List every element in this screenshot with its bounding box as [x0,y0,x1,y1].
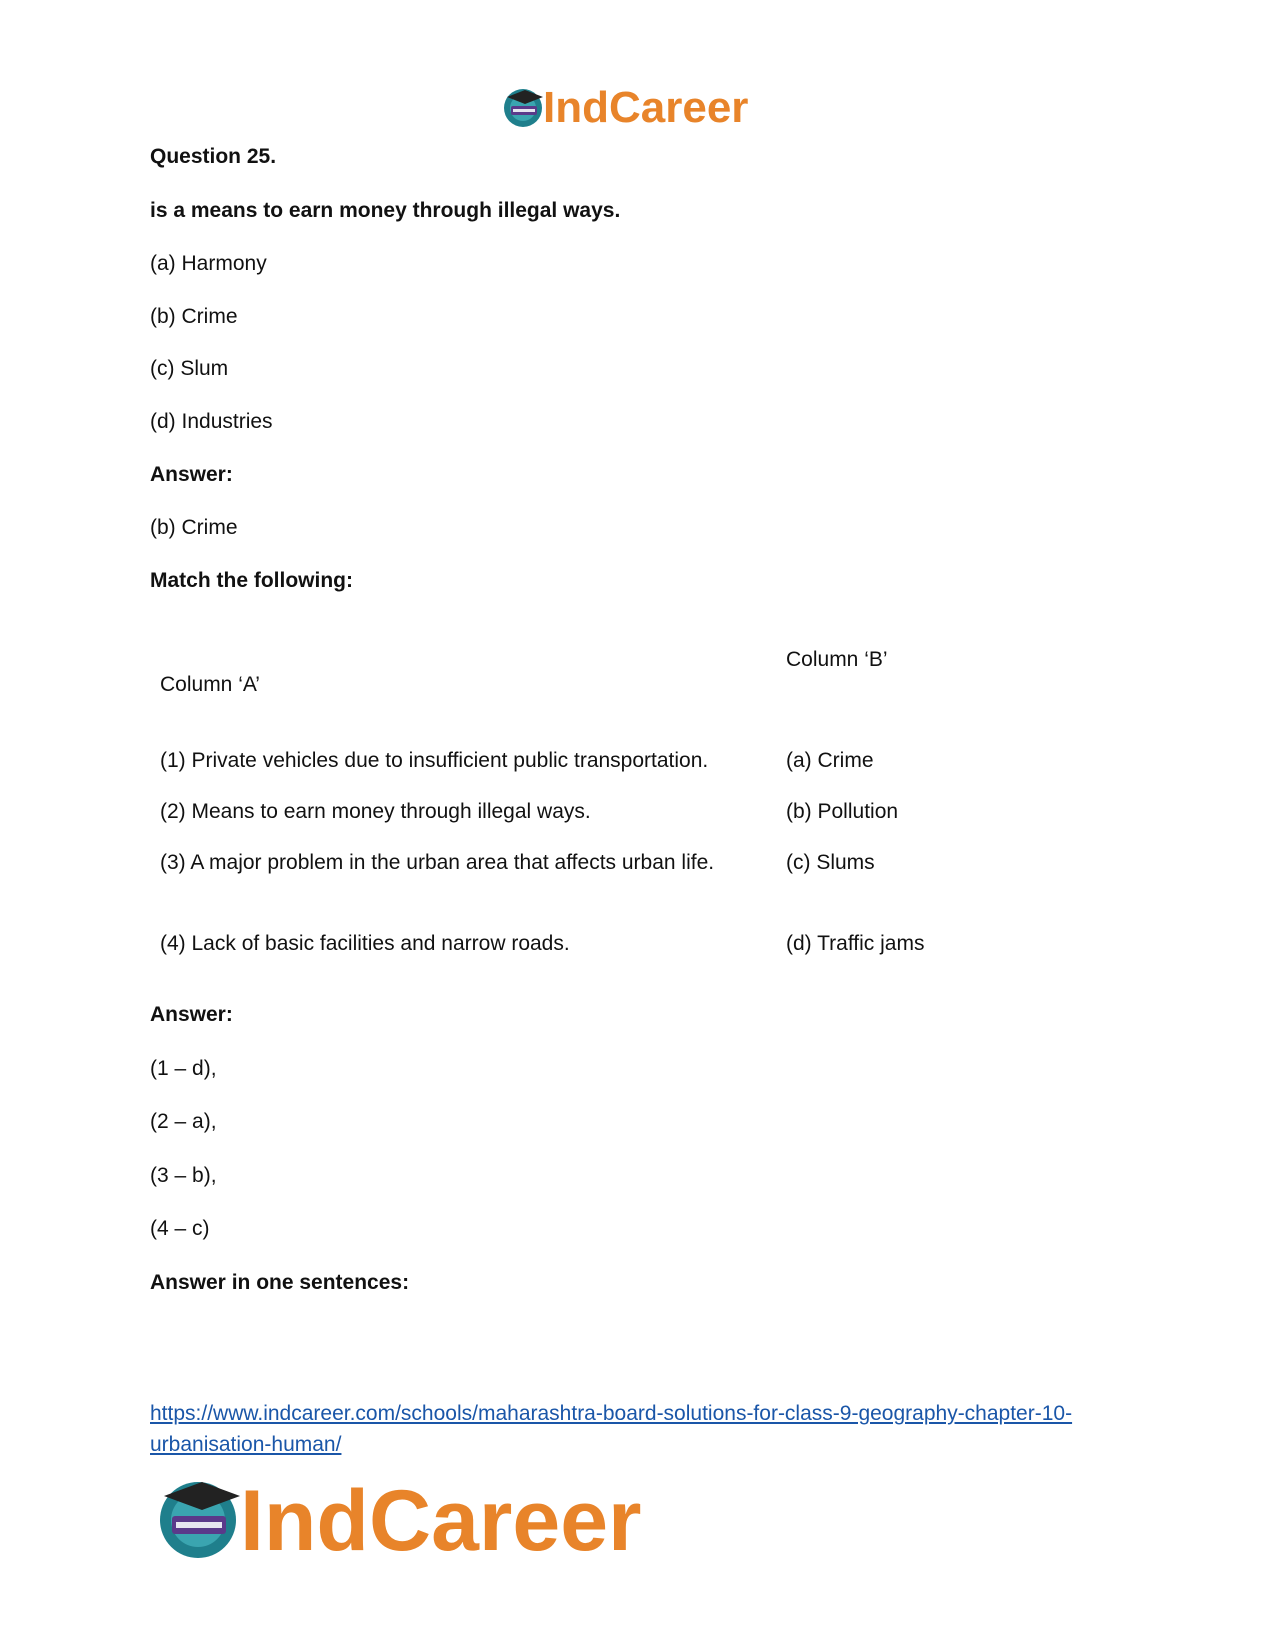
indcareer-logo-bottom [158,1470,698,1565]
graduation-cap-book-globe-icon [504,89,543,127]
match-row-2-b: (b) Pollution [786,800,899,823]
match-row-1-b: (a) Crime [786,749,874,772]
match-row-4-b: (d) Traffic jams [786,932,925,955]
logo-wordmark: IndCareer [543,83,749,132]
indcareer-logo-top [503,82,773,132]
answer-label: Answer: [150,463,233,486]
match-heading: Match the following: [150,569,353,592]
source-link[interactable]: https://www.indcareer.com/schools/maharashtra-board-solutions-for-class-9-geography-chapter-10-urbanisation-human/ [150,1402,1073,1456]
option-d: (d) Industries [150,410,273,433]
match-row-3-b: (c) Slums [786,851,875,874]
option-c: (c) Slum [150,357,229,380]
option-b: (b) Crime [150,305,238,328]
logo-wordmark-large: IndCareer [240,1473,642,1565]
match-row-1-a: (1) Private vehicles due to insufficient public transportation. [160,749,709,772]
option-a: (a) Harmony [150,252,267,275]
next-section-heading: Answer in one sentences: [150,1271,410,1294]
question-prompt: is a means to earn money through illegal ways. [150,199,621,222]
match-answer-1: (1 – d), [150,1057,217,1080]
match-answer-label: Answer: [150,1003,233,1026]
match-row-2-a: (2) Means to earn money through illegal ways. [160,800,591,823]
match-answer-3: (3 – b), [150,1164,217,1187]
answer-value: (b) Crime [150,516,238,539]
graduation-cap-book-globe-icon [160,1482,240,1558]
column-a-header: Column ‘A’ [160,673,260,696]
match-row-3-a: (3) A major problem in the urban area that affects urban life. [160,851,715,874]
match-answer-2: (2 – a), [150,1110,217,1133]
question-number: Question 25. [150,145,277,168]
match-answer-4: (4 – c) [150,1217,210,1240]
match-row-4-a: (4) Lack of basic facilities and narrow roads. [160,932,570,955]
column-b-header: Column ‘B’ [786,648,888,671]
